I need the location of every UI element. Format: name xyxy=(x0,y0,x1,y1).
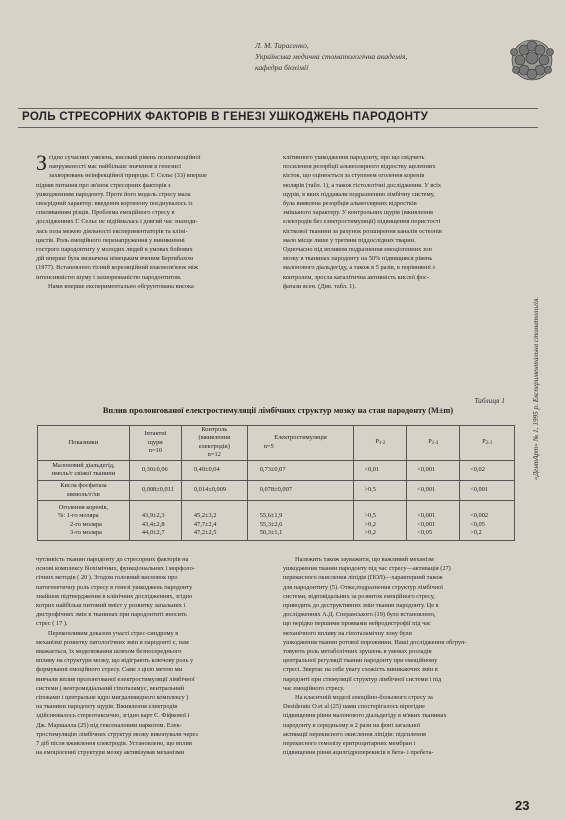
text-line: вивчали вплив пролонгованої електростимуляції лімбічної xyxy=(36,675,195,683)
text-line: основі комплексу біохімічних, функціональних і морфоло- xyxy=(36,565,195,573)
text-line: ушкодженням пародонту. Проте його модель стресу мала xyxy=(36,190,191,198)
th-stimulation: Електростимуляція n=5 xyxy=(247,426,354,461)
text-line: електродів без електростимуляції) підвищення пористості xyxy=(283,218,441,226)
column-2 xyxy=(283,153,511,291)
table-label: Таблиця 1 xyxy=(474,396,505,405)
th-p12: $Р_{1-2}$ xyxy=(354,426,407,461)
text-line: малонового діальдегіду, а також в 5 разів, в порівнянні з xyxy=(283,264,435,272)
text-line: спиляванням різців. Проблема емоційного стресу в xyxy=(36,209,175,217)
col3-paragraph-2 xyxy=(36,629,269,758)
th-p13: $Р_{1-3}$ xyxy=(407,426,460,461)
results-table xyxy=(37,425,515,541)
text-line: напруженості має найбільше значення в генезисі xyxy=(49,163,181,171)
text-line: цистів. Роль емоційного перенапруження у виникненні xyxy=(36,236,185,244)
cell-stimulation: 0,73±0,07 xyxy=(247,460,354,480)
text-line: гіпокамп і центральне ядро мигдалевидного комплексу ) xyxy=(36,694,189,702)
text-line: кісток, що оцінюється за ступенем оголення коренів xyxy=(283,172,425,180)
col1-paragraph-1 xyxy=(36,150,269,282)
text-line: інтенсивністю шуму і захворюваністю пародонтитом. xyxy=(36,273,182,281)
text-line: Дж. Маршалла (25) під гексеналовим наркозом. Елек- xyxy=(36,721,182,729)
cell-p23: <0,002 <0,05 >0,2 xyxy=(460,501,515,541)
text-line: формуванні емоційного стресу. Саме з цією метою ми xyxy=(36,666,183,674)
table-row xyxy=(38,481,515,501)
text-line: активації перекисного окислення ліпідів: підсилення xyxy=(283,730,426,738)
text-line: 7 діб після вживлення електродів. Установлено, що вплив xyxy=(36,740,192,748)
text-line: пародонту в середньому в 2 рази на фоні загальної xyxy=(283,721,420,729)
text-line: стресі. Звертає на себе увагу схожість виникаючих змін в xyxy=(283,666,438,674)
th-indicators: Показники xyxy=(38,426,130,461)
text-line: посилення резорбції альвеолярного відростку щелепних xyxy=(283,163,436,171)
text-line: перекисного окислення ліпідів (ПОЛ)—характерний також xyxy=(283,574,443,582)
text-line: патогенетичну роль стресу в генезі ушкоджень пародонту xyxy=(36,583,193,591)
column-4 xyxy=(283,555,511,757)
page-number: 23 xyxy=(515,798,530,813)
text-line: підняв питання про зв'язок стресорних факторів з xyxy=(36,181,171,189)
dropcap: З xyxy=(36,150,48,175)
text-line: підвищення рівня малонового діальдегіду в м'яких тканинах xyxy=(283,712,447,720)
cell-intact: 0,008±0,011 xyxy=(129,481,181,501)
text-line: Одночасно під впливом подразнення емоціогенних зон xyxy=(283,246,432,254)
text-line: молярів (табл. 1), а також гістологічні дослідження. У всіх xyxy=(283,181,442,189)
text-line: була виявлена резорбція альвеолярних відростків xyxy=(283,200,417,208)
column-1 xyxy=(36,150,269,291)
row-label: Оголення коренів, %: 1-го моляра 2-го моляра 3-го моляра xyxy=(38,501,130,541)
text-line: лась поза межею діяльності експериментаторів та кліні- xyxy=(36,227,188,235)
text-line: товують роль метаболічних зрушень в умовах розладів xyxy=(283,648,432,656)
col3-paragraph-1 xyxy=(36,555,269,629)
text-line: Desiderato O.et al (25) нами спостерігалось вірогідне xyxy=(283,703,425,711)
text-line: фатази ясен. (Див. табл. 1). xyxy=(283,282,357,290)
journal-side-caption: «ДентАрт» № 1, 1995 р. Експериментальна стоматологія. xyxy=(532,296,540,480)
text-line: на емоціогенні структури мозку активізував механізми xyxy=(36,749,185,757)
th-p23: $Р_{2-3}$ xyxy=(460,426,515,461)
th-control: Контроль (вживлення електродів) n=12 xyxy=(181,426,247,461)
text-line: механізмі розвитку патологічних змін в пародонті є, нам xyxy=(36,638,189,646)
cell-control: 45,2±3,2 47,7±2,4 47,2±2,5 xyxy=(181,501,247,541)
table-row xyxy=(38,501,515,541)
cell-p12: <0,01 xyxy=(354,460,407,480)
cell-intact: 0,30±0,06 xyxy=(129,460,181,480)
text-line: змішаного характеру. У контрольних щурів (вживлення xyxy=(283,209,433,217)
article-title: РОЛЬ СТРЕСОРНИХ ФАКТОРІВ В ГЕНЕЗІ УШКОДЖЕНЬ ПАРОДОНТУ xyxy=(22,110,429,123)
text-line: приводить до деструктивних змін тканин пародонту. Це в xyxy=(283,602,439,610)
text-line: чутливість тканин пародонту до стресорних факторів на xyxy=(36,556,189,563)
cell-p23: <0,001 xyxy=(460,481,515,501)
text-line: контролем, зросла каталітична активність кислої фос- xyxy=(283,273,429,281)
journal-emblem-icon xyxy=(506,30,558,88)
text-line: ушкодження тканин ротової порожнини. Наші дослідження обгрун- xyxy=(283,638,467,646)
col1-paragraph-2: Нами вперше експериментально обгрунтована висока xyxy=(48,282,194,290)
table-title: Вплив пролонгованої електростимуляції лімбічних структур мозку на стан пародонту (M±m) xyxy=(102,406,454,415)
text-line: гідно сучасних уявлень, високий рівень психоемоційної xyxy=(49,154,201,161)
col4-paragraph-2 xyxy=(283,693,511,757)
row-label: Кисла фосфатаза мкмоль/г/хв xyxy=(38,481,130,501)
cell-p13: <0,001 xyxy=(407,460,460,480)
text-line: що нерідко першими проявами нейродистрофії під час xyxy=(283,620,431,628)
th-intact: Інтактні щури n=10 xyxy=(129,426,181,461)
department-name: кафедра біохімії xyxy=(255,63,309,72)
institution-name: Українська медична стоматологічна академія, xyxy=(255,52,408,61)
text-line: системи ( вентромедіальний гіпоталамус, вентральний xyxy=(36,684,185,692)
text-line: дослідженнях А.Д. Сперанського (19) було встановлено, xyxy=(283,611,436,619)
text-line: центральної регуляції тканин пародонту при емоційному xyxy=(283,657,438,665)
text-line: перекисного гемолізу еритроцитарних мембран і xyxy=(283,740,416,748)
cell-control: 0,014±0,009 xyxy=(181,481,247,501)
col2-paragraph xyxy=(283,153,511,291)
cell-p13: <0,001 xyxy=(407,481,460,501)
cell-stimulation: 0,078±0,007 xyxy=(247,481,354,501)
table-row xyxy=(38,460,515,480)
text-line: пародонті при стимуляції структур лімбічної системи і під xyxy=(283,675,442,683)
cell-p12: >0,5 xyxy=(354,481,407,501)
text-line: вважається, їх моделювання шляхом безпосереднього xyxy=(36,648,182,656)
text-line: для пародонтиту (5). Отже,подразнення структур лімбічної xyxy=(283,583,443,591)
col4-paragraph-1 xyxy=(283,555,511,693)
text-line: своєрідний характер: введення кортизону поєднувалось із xyxy=(36,200,193,208)
text-line: здійснювалось стереотаксично, згідно карт Є. Фіфкової і xyxy=(36,712,190,720)
author-name: Л. М. Тарасенко, xyxy=(255,41,309,50)
text-line: стрес ( 17 ). xyxy=(36,620,68,628)
text-line: гічних методів ( 20 ). Згодом головний висновок про xyxy=(36,574,178,582)
cell-p13: <0,001 <0,001 <0,05 xyxy=(407,501,460,541)
article-header xyxy=(255,40,503,73)
text-line: дій вперше була визначена німецьким вченим Бертибахом xyxy=(36,255,193,263)
cell-p23: <0,02 xyxy=(460,460,515,480)
table-header-row xyxy=(38,426,515,461)
cell-stimulation: 55,6±1,9 55,3±2,6 50,3±1,1 xyxy=(247,501,354,541)
text-line: час емоційного стресу. xyxy=(283,684,345,692)
text-line: (1977). Встановлено тісний кореляційний взаємозв'язок між xyxy=(36,264,199,272)
text-line: системи, відповідальних за розвиток емоційного стресу, xyxy=(283,592,435,600)
text-line: щурів, в яких піддавали подразненню лімбічну систему, xyxy=(283,190,435,198)
text-line: мало місце лише у третини піддослідних тварин. xyxy=(283,236,416,244)
text-line: дослідженнях Г. Сельє не підіймалась і довгий час знаходи- xyxy=(36,218,198,226)
cell-p12: >0,5 >0,2 >0,2 xyxy=(354,501,407,541)
text-line: впливу на структури мозку, що відіграють ключову роль у xyxy=(36,657,194,665)
text-line: ушкодження тканин пародонту під час стресу—активація (27) xyxy=(283,565,451,573)
row-label: Малоновий діальдегід, нмоль/г свіжої тканини xyxy=(38,460,130,480)
text-line: тростимуляцію лімбічних структур мозку виконували через xyxy=(36,730,198,738)
cell-control: 0,49±0,04 xyxy=(181,460,247,480)
cell-intact: 43,9±2,3 43,4±2,8 44,0±2,7 xyxy=(129,501,181,541)
text-line: На класичній моделі емоційно-больового стресу за xyxy=(295,694,433,702)
text-line: клітинного ушкодження пародонту, про що свідчить xyxy=(283,154,425,161)
text-line: кісткової тканини за рахунок розширення каналів остеонів xyxy=(283,227,442,235)
text-line: гострого пародонтиту у молодих людей в умовах бойових xyxy=(36,246,193,254)
text-line: котрих найбільш питомий вміст у розвитку запальних і xyxy=(36,602,186,610)
text-line: знайшов підтвердження в клінічних дослідженнях, згідно xyxy=(36,592,193,600)
text-line: Належить також зауважити, що важливий механізм xyxy=(295,556,434,563)
text-line: захворювань неінфекційної природи. Г. Сельє (33) вперше xyxy=(49,172,207,180)
text-line: Переконливим доказом участі стрес-синдрому в xyxy=(48,629,179,637)
text-line: на тканини пародонту щурів. Вживлення електродів xyxy=(36,703,178,711)
text-line: механічного впливу на гіпоталамічну зону були xyxy=(283,629,412,637)
text-line: підвищення рівня ацилгідроперекисів в бета- і пребета- xyxy=(283,749,434,757)
text-line: дистрофічних змін в тканинах при пародонтиті вносить xyxy=(36,611,187,619)
text-line: мозку в тканинах пародонту на 50% підвищився рівень xyxy=(283,255,433,263)
column-3 xyxy=(36,555,269,757)
